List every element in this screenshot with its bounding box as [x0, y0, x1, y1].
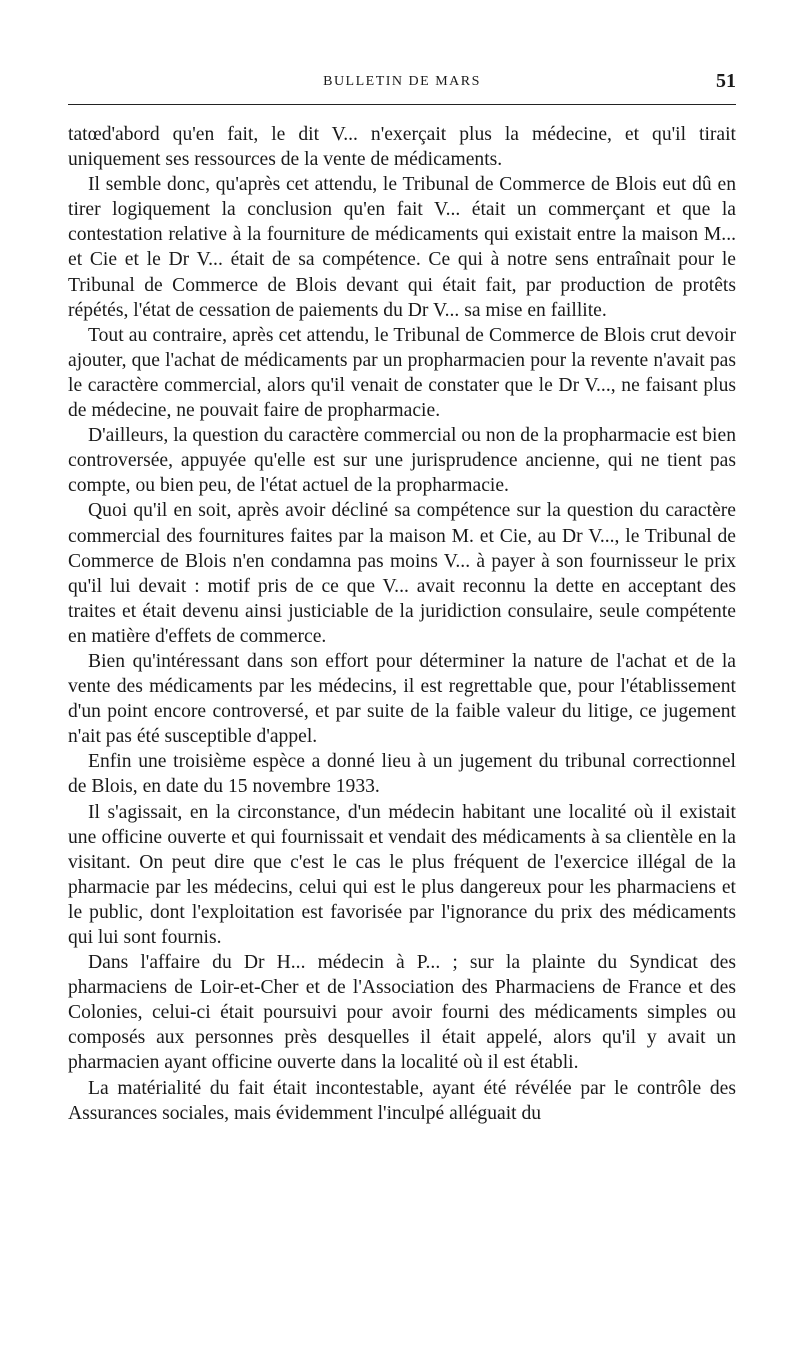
- running-title: BULLETIN DE MARS: [323, 74, 481, 89]
- page-header: [68, 70, 736, 100]
- paragraph-1: tatœd'abord qu'en fait, le dit V... n'exerçait plus la médecine, et qu'il tirait uniquement ses ressources de la vente de médicaments.: [68, 124, 736, 171]
- paragraph-4: D'ailleurs, la question du caractère commercial ou non de la propharmacie est bien controversée, appuyée qu'elle est sur une jurisprudence ancienne, qui ne tient pas compte, ou bien peu, de l'état actuel de la propharmacie.: [68, 425, 736, 497]
- paragraph-6: Bien qu'intéressant dans son effort pour déterminer la nature de l'achat et de la vente des médicaments par les médecins, il est regrettable que, pour l'établissement d'un point encore controversé, et par suite de la faible valeur du litige, ce jugement n'ait pas été susceptible d'appel.: [68, 650, 736, 748]
- body-text: [68, 122, 736, 1126]
- paragraph-5: Quoi qu'il en soit, après avoir décliné sa compétence sur la question du caractère commercial des fournitures faites par la maison M. et Cie, au Dr V..., le Tribunal de Commerce de Blois n'en condamna pas moins V... à payer à son fournisseur le prix qu'il lui devait : motif pris de ce que V... avait reconnu la dette en acceptant des traites et était devenu ainsi justiciable de la juridiction consulaire, seule compétente en matière d'effets de commerce.: [68, 500, 736, 647]
- page-number: 51: [716, 70, 736, 92]
- paragraph-9: Dans l'affaire du Dr H... médecin à P... ; sur la plainte du Syndicat des pharmaciens de Loir-et-Cher et de l'Association des Pharmaciens de France et des Colonies, celui-ci était poursuivi pour avoir fourni des médicaments simples ou composés aux personnes près desquelles il était appelé, alors qu'il y avait un pharmacien ayant officine ouverte dans la localité où il est établi.: [68, 952, 736, 1074]
- paragraph-2: Il semble donc, qu'après cet attendu, le Tribunal de Commerce de Blois eut dû en tirer logiquement la conclusion qu'en fait V... était un commerçant et que la contestation relative à la fourniture de médicaments qui existait entre la maison M... et Cie et le Dr V... était de sa compétence. Ce qui à notre sens entraînait pour le Tribunal de Commerce de Blois devant qui était fait, par production de protêts répétés, l'état de cessation de paiements du Dr V... sa mise en faillite.: [68, 174, 736, 321]
- paragraph-7: Enfin une troisième espèce a donné lieu à un jugement du tribunal correctionnel de Blois, en date du 15 novembre 1933.: [68, 751, 736, 798]
- header-rule: [68, 104, 736, 105]
- paragraph-10: La matérialité du fait était incontestable, ayant été révélée par le contrôle des Assurances sociales, mais évidemment l'inculpé alléguait du: [68, 1077, 736, 1124]
- paragraph-8: Il s'agissait, en la circonstance, d'un médecin habitant une localité où il existait une officine ouverte et qui fournissait et vendait des médicaments à sa clientèle en la visitant. On peut dire que c'est le cas le plus fréquent de l'exercice illégal de la pharmacie par les médecins, celui qui est le plus dangereux pour les pharmaciens et le public, dont l'exploitation est favorisée par l'ignorance du prix des médicaments qui lui sont fournis.: [68, 801, 736, 948]
- paragraph-3: Tout au contraire, après cet attendu, le Tribunal de Commerce de Blois crut devoir ajouter, que l'achat de médicaments par un propharmacien pour la revente n'avait pas le caractère commercial, alors qu'il venait de constater que le Dr V..., ne faisant plus de médecine, ne pouvait faire de propharmacie.: [68, 324, 736, 422]
